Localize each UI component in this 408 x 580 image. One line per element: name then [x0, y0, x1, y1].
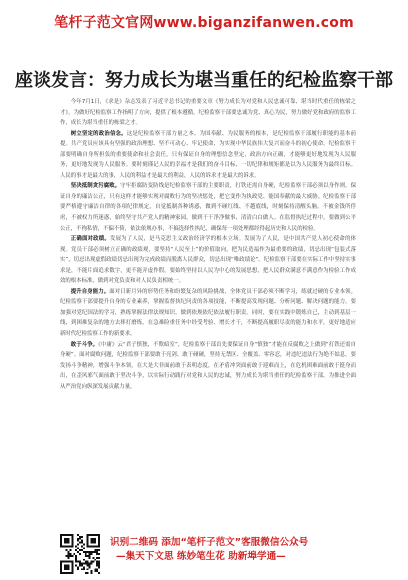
footer-line-2: —集天下文思 练妙笔生花 助新埠学通— — [116, 551, 286, 562]
article-paragraph — [60, 287, 356, 340]
article-paragraph — [60, 129, 356, 182]
paragraph-lead: 敢于斗争。 — [70, 341, 99, 348]
article-paragraph — [60, 340, 356, 393]
article-paragraph — [60, 97, 356, 129]
paragraph-lead: 坚决抵制贪污腐败。 — [70, 183, 121, 190]
footer — [0, 530, 408, 580]
paragraph-lead: 正确面对政绩。 — [70, 236, 110, 243]
page-title: 座谈发言：努力成长为堪当重任的纪检监察干部 — [15, 70, 393, 91]
article-paragraph — [60, 181, 356, 234]
site-banner-text[interactable]: 笔杆子范文官网www.biganzifanwen.com — [54, 15, 354, 31]
paragraph-lead: 树立坚定的政治信念。 — [70, 130, 127, 137]
paragraph-text: 《中庸》云“君子慎独，不欺暗室”，纪检监察干部首先要保证自身“慎独”才能在反腐败之上做到“打铁还需自身硬”。面对腐败问题，纪检监察干部要敢于亮剑、敢于碰硬，坚持无禁区、全覆盖、零容忍，对违纪违法行为绝不姑息。要发扬斗争精神，增强斗争本领，在大是大非面前敢于表明态度，在矛盾冲突面前敢于迎难而上，在危机困难面前敢于挺身而出，在歪风邪气面前敢于坚决斗争，以实际行动践行对党和人民的忠诚，努力成长为堪当重任的纪检监察干部，为推进全面从严治党向纵深发展贡献力量。 — [60, 341, 356, 390]
site-banner — [0, 0, 408, 44]
article-paragraph — [60, 234, 356, 287]
article-body — [60, 97, 356, 525]
paragraph-text: 发展为了人民，是马克思主义政治经济学的根本立场。发展为了人民，是中国共产党人初心使命的体现。党员干部必须树立正确的政绩观，要坚持“人民至上”的价值取向，把为民造福作为最重要的政绩，切忌出现“包装式落实”，切忌出现虚假政绩切忌出现为完成政绩而脱离人民群众，切忌出现“唯政绩论”。纪检监察干部要在实际工作中坚持实事求是，不能片面追求数字，更不能弄虚作假，要始终坚持以人民为中心的发展思想，把人民群众满意不满意作为检验工作成效的根本标准，做到对党负责和对人民负责相统一。 — [60, 236, 356, 285]
paragraph-text: 守牢拒腐防变防线是纪检监察干部的主要职责，打铁还需自身硬，纪检监察干部必须以身作则，保证自身的廉洁公正，只有这样才能够实现对腐败行为的坚决惩处，把它变作为执政党、能国奉献的最大威胁。纪检监察干部要严格遵守廉洁自律的各项纪律规定，自觉抵制各种诱惑，做到不碰红线、不越底线，时刻保持清醒头脑，不被金钱所俘虏，不被权力所迷惑，始终坚守共产党人的精神家园，做到干干净净做事、清清白白做人。在监督执纪过程中，要做到公平公正，不徇私情，不偏不倚，依法依规办事，不搞选择性执纪，确保每一项处理都经得起历史和人民的检验。 — [60, 183, 356, 232]
footer-line-1: 识别二维码 添加“笔杆子范文”客服微信公众号 — [110, 537, 309, 548]
paragraph-text: 这是纪检监察干部力量之本。为国奉献、为民服务的根本，是纪检监察干部履行职能的基本前提。共产党员应该具有坚强的政治理想、坚不可动心、牢记使命，为实现中华民族伟大复兴而奋斗的初心使命。纪检监察干部要明确自身所担负的重要使命和社会责任，只有保证自身的理想信念坚定，政治方向正确，才能够更好地发现为人民服务，更好地发现为人民服务。要时刻谨记人民的幸福才是我们的奋斗目标，一切纪律和规矩都是以为人民服务为最终目标。人民的事才是最大的事，人民的利益才是最大的利益，人民的诉求才是最大的诉求。 — [60, 130, 356, 179]
paragraph-text: 面对日新月异的形势任务和纷繁复杂的风险挑战，全体党员干部必须不断学习，练就过硬的专业本领。纪检监察干部要提升自身的专业素养，掌握监督执纪问责的各项技能，不断提高发现问题、分析问题、解决问题的能力。要加强对党纪国法的学习，熟练掌握法律法规知识，做到依规依纪依法履行职责。同时，要在实践中锻炼自己，主动到基层一线、到困难复杂的地方去摔打磨炼，在急难险重任务中经受考验、增长才干，不断提高履职尽责的能力和水平，更好地适应新时代纪检监察工作的新要求。 — [60, 288, 356, 338]
paragraph-text: 今年7月1日，《求是》杂志发表了习近平总书记的重要文章《努力成长为对党和人民忠诚可靠、堪当时代重任的栋梁之才》，为做好纪检监察工作指明了方向，提供了根本遵循。纪检监察干部要忠诚为党、真心为民，努力做好党和政府的监察工作，成长为堪当重任的栋梁之才。 — [60, 99, 356, 127]
footer-text — [110, 536, 360, 564]
paragraph-lead: 提升自身能力。 — [70, 288, 110, 295]
qr-code-icon[interactable] — [60, 534, 100, 574]
